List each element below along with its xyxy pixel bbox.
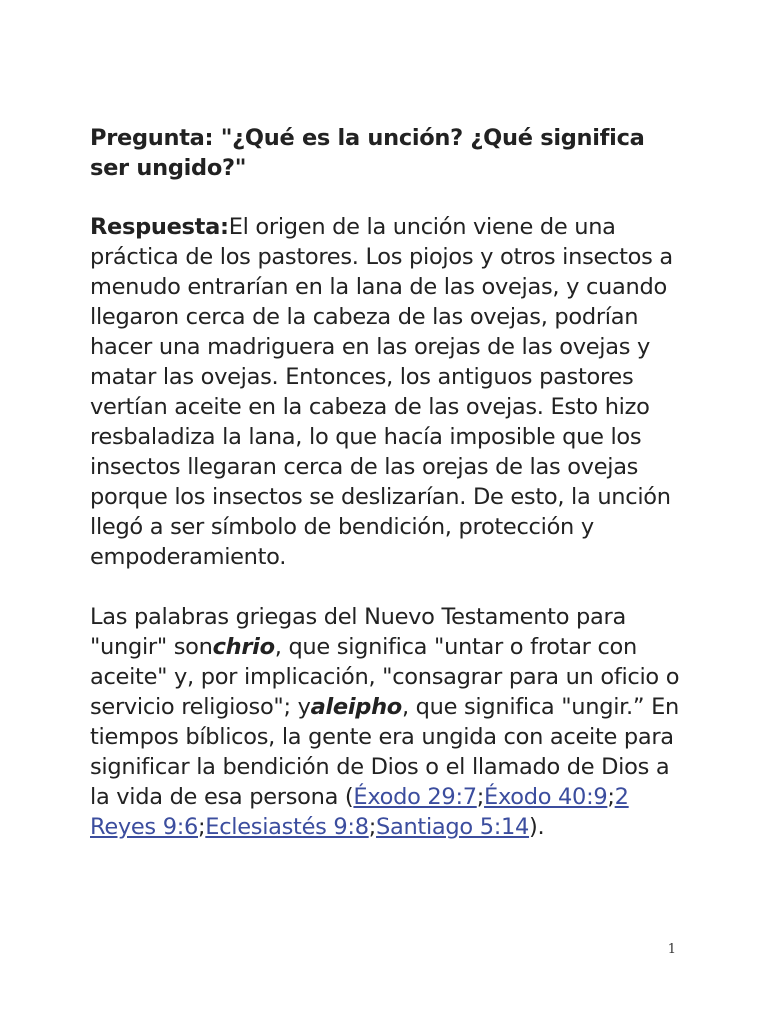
page-content (90, 123, 690, 872)
answer-label: Respuesta: (90, 214, 229, 240)
reference-link-exodo-29-7[interactable]: Éxodo 29:7 (353, 784, 477, 810)
reference-separator: ; (368, 814, 376, 840)
reference-link-santiago-5-14[interactable]: Santiago 5:14 (376, 814, 530, 840)
reference-separator: ; (476, 784, 485, 810)
greek-term-aleipho: aleipho (310, 694, 402, 720)
reference-separator: ; (607, 784, 615, 810)
para2-text-1: Las palabras griegas del Nuevo Testamento para "ungir" son (90, 604, 626, 660)
answer-text: El origen de la unción viene de una práctica de los pastores. Los piojos y otros insectos a menudo entrarían en la lana de las ovejas, y cuando llegaron cerca de la cabeza de las ovejas, podrían hacer una madriguera en las orejas de las ovejas y matar las ovejas. Entonces, los antiguos pastores vertían aceite en la cabeza de las ovejas. Esto hizo resbaladiza la lana, lo que hacía imposible que los insectos llegaran cerca de las orejas de las ovejas porque los insectos se deslizarían. De esto, la unción llegó a ser símbolo de bendición, protección y empoderamiento. (90, 214, 673, 570)
greek-term-chrio: chrio (212, 634, 275, 660)
para2-text-3: , que significa "ungir.” En tiempos bíblicos, la gente era ungida con aceite para significar la bendición de Dios o el llamado de Dios a la vida de esa persona ( (90, 694, 679, 810)
reference-link-eclesiastes-9-8[interactable]: Eclesiastés 9:8 (205, 814, 369, 840)
reference-link-2-reyes-9-6[interactable]: 2 Reyes 9:6 (90, 784, 629, 840)
question-heading: Pregunta: "¿Qué es la unción? ¿Qué significa ser ungido?" (90, 125, 645, 181)
para2-closing: ). (529, 814, 545, 840)
reference-link-exodo-40-9[interactable]: Éxodo 40:9 (484, 784, 608, 810)
reference-separator: ; (198, 814, 206, 840)
para2-text-2: , que significa "untar o frotar con aceite" y, por implicación, "consagrar para un oficio o servicio religioso"; y (90, 634, 680, 720)
greek-words-paragraph (90, 602, 690, 842)
page-number: 1 (667, 942, 676, 957)
answer-paragraph (90, 212, 690, 572)
